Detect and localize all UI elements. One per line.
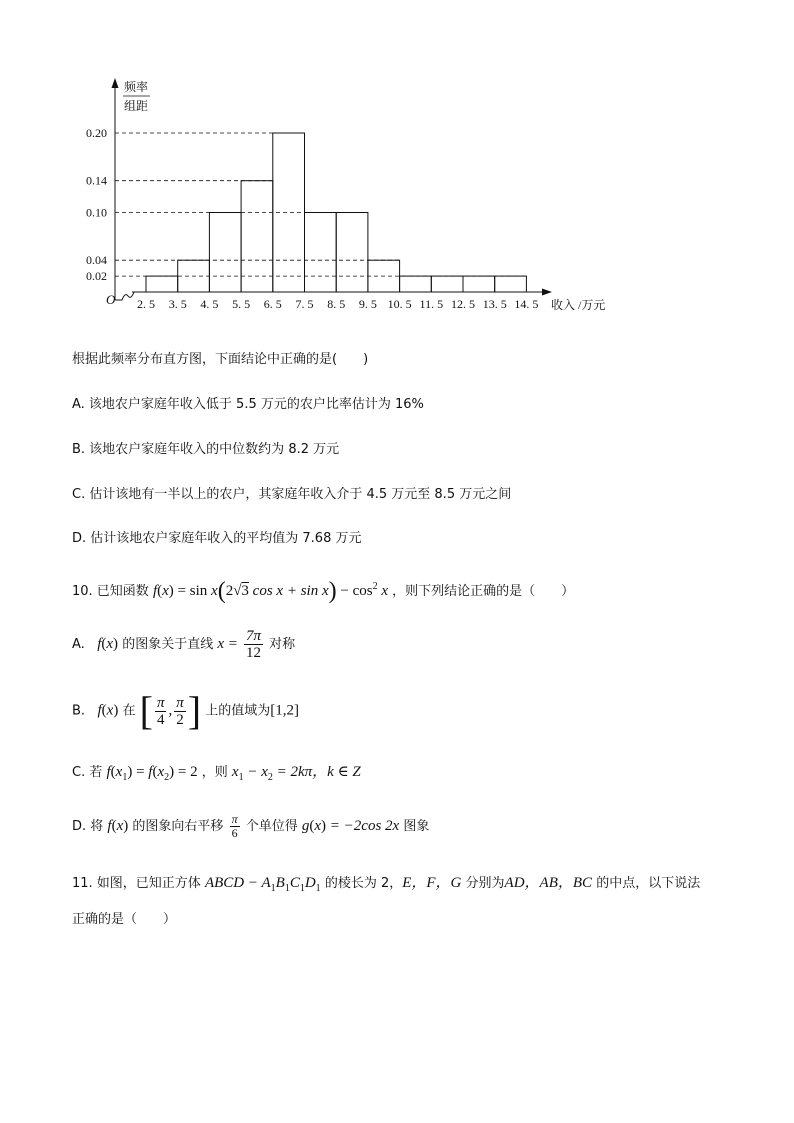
histogram-bar (495, 276, 527, 292)
y-tick-label: 0.14 (86, 173, 107, 188)
q11-stem-line1: 11. 如图，已知正方体 ABCD − $A_1B_1C_1D_1$ 的棱长为 2，E，F，G 分别为AD，AB，BC 的中点，以下说法 (72, 875, 701, 894)
q10-option-c: C. 若 $f(x_1) = f(x_2) = 2$ ，则 $x_1 - x_2 = 2k\pi$，k ∈ Z (72, 764, 361, 783)
y-axis-label-bottom: 组距 (124, 99, 149, 113)
y-tick-label: 0.04 (86, 253, 107, 268)
x-tick-label: 4. 5 (200, 297, 219, 311)
histogram-bar (463, 276, 495, 292)
q9-stem: 根据此频率分布直方图，下面结论中正确的是( ) (72, 352, 369, 367)
cube-name: ABCD − $A_1B_1C_1D_1$ (204, 875, 321, 894)
fraction-pi-4: $\frac{\pi}{4}$ (156, 694, 165, 728)
x-axis-label: 收入 /万元 (551, 298, 606, 312)
q9-option-c: C. 估计该地有一半以上的农户，其家庭年收入介于 4.5 万元至 8.5 万元之间 (72, 487, 512, 502)
x-tick-label: 6. 5 (263, 297, 282, 311)
y-tick-label: 0.02 (86, 269, 107, 284)
x-tick-label: 12. 5 (451, 297, 475, 311)
y-axis-label-top: 频率 (124, 80, 149, 94)
x-tick-label: 11. 5 (419, 297, 444, 311)
x-axis-arrow (542, 289, 552, 296)
histogram-bar (241, 181, 273, 292)
q9-option-a: A. 该地农户家庭年收入低于 5.5 万元的农户比率估计为 16% (72, 397, 424, 412)
fraction-pi-6: $\frac{\pi}{6}$ (231, 812, 238, 840)
x-tick-label: 10. 5 (387, 297, 412, 311)
q11-stem-line2: 正确的是（ ） (72, 912, 177, 927)
histogram-bar (209, 213, 241, 293)
fraction-7pi-12: $\frac{7\pi}{12}$ (246, 628, 262, 661)
q10-suffix: ，则下列结论正确的是（ ） (392, 584, 575, 599)
y-tick-label: 0.20 (86, 126, 107, 140)
x-tick-label: 14. 5 (514, 297, 539, 311)
q10-option-b: B. f(x) 在 [ $\frac{\pi}{4}$ , $\frac{\pi}{2}$ ] 上的值域为[1,2] (72, 688, 299, 733)
y-tick-label: 0.10 (86, 205, 107, 220)
q10-option-d: D. 将 f(x) 的图象向右平移 $\frac{\pi}{6}$ 个单位得 g(x) = −2cos 2x 图象 (72, 812, 430, 840)
frequency-histogram (0, 0, 794, 330)
q10-prefix: 10. 已知函数 (72, 584, 149, 599)
x-tick-label: 9. 5 (358, 297, 377, 311)
q9-option-b: B. 该地农户家庭年收入的中位数约为 8.2 万元 (72, 442, 340, 457)
x-tick-label: 8. 5 (327, 297, 346, 311)
fraction-pi-2: $\frac{\pi}{2}$ (176, 694, 184, 728)
x-tick-label: 7. 5 (295, 297, 314, 311)
q9-option-d: D. 估计该地农户家庭年收入的平均值为 7.68 万元 (72, 531, 362, 546)
histogram-bar (305, 213, 337, 293)
x-tick-label: 5. 5 (232, 297, 251, 311)
x-tick-label: 3. 5 (168, 297, 187, 311)
histogram-bar (146, 276, 178, 292)
histogram-bar (400, 276, 432, 292)
q10-option-a: A. f(x) 的图象关于直线 x = $\frac{7\pi}{12}$ 对称 (72, 628, 296, 661)
q10-stem (72, 577, 574, 602)
histogram-bar (431, 276, 463, 292)
axis-break-icon (115, 292, 134, 300)
y-axis-arrow (112, 78, 119, 88)
x-tick-label: 13. 5 (482, 297, 507, 311)
x-tick-label: 2. 5 (137, 297, 155, 311)
q10-function-def: f(x) = sin x(2√3 $\cos x + \sin x) - \cos^2 x$ (152, 578, 388, 604)
origin-label: O (106, 292, 116, 307)
histogram-bar (336, 213, 368, 293)
